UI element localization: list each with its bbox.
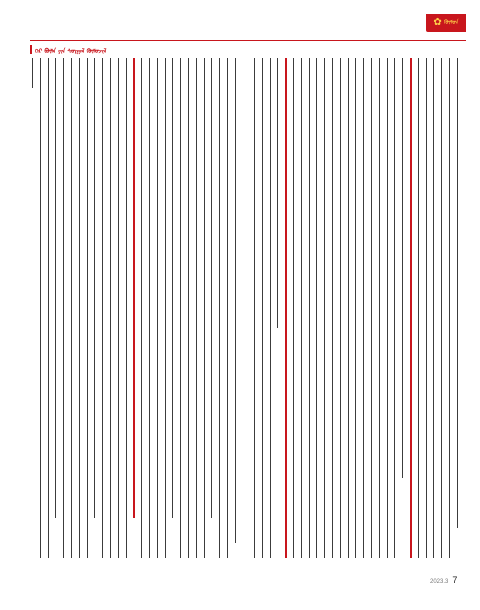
text-line [48, 58, 49, 558]
text-line [433, 58, 434, 558]
text-line [110, 58, 111, 558]
text-line [118, 58, 119, 558]
text-line [32, 58, 33, 88]
text-line [277, 58, 278, 328]
text-line [219, 58, 220, 558]
text-line [149, 58, 150, 558]
text-line [235, 58, 236, 543]
text-line [418, 58, 419, 558]
subheading-line [133, 58, 135, 518]
text-line [79, 58, 80, 558]
header-rule [30, 40, 466, 41]
text-column-left [30, 58, 240, 558]
text-line [165, 58, 166, 558]
subheading-line [410, 58, 412, 558]
text-line [71, 58, 72, 558]
text-line [196, 58, 197, 558]
issue-number: 2023.3 [430, 579, 449, 585]
text-line [87, 58, 88, 558]
text-line [340, 58, 341, 558]
text-line [371, 58, 372, 558]
section-title-text: ᠭᠡᠷ ᠪᠦᠯᠡ ᠶᠢᠨ ᠰᠤᠷᠭᠠᠯ ᠬᠦᠮᠦᠵᠢᠯ [35, 47, 107, 55]
text-line [40, 58, 41, 558]
text-line [188, 58, 189, 558]
text-line [348, 58, 349, 558]
text-line [355, 58, 356, 558]
text-line [180, 58, 181, 558]
text-line [172, 58, 173, 518]
text-line [316, 58, 317, 558]
text-line [211, 58, 212, 518]
text-line [457, 58, 458, 528]
text-line [324, 58, 325, 558]
lantern-icon: ✿ [433, 17, 442, 28]
text-line [449, 58, 450, 558]
text-line [63, 58, 64, 558]
text-line [301, 58, 302, 558]
text-line [262, 58, 263, 558]
text-line [379, 58, 380, 558]
text-line [141, 58, 142, 558]
text-line [309, 58, 310, 558]
text-line [157, 58, 158, 558]
subheading-line [285, 58, 287, 558]
text-line [394, 58, 395, 558]
text-line [426, 58, 427, 558]
text-line [441, 58, 442, 558]
text-line [102, 58, 103, 558]
text-line [387, 58, 388, 558]
text-line [363, 58, 364, 558]
text-line [227, 58, 228, 558]
text-line [332, 58, 333, 558]
text-line [204, 58, 205, 558]
page-folio [430, 575, 457, 585]
section-badge [426, 14, 466, 32]
text-line [94, 58, 95, 518]
text-line [270, 58, 271, 558]
text-line [254, 58, 255, 558]
text-line [126, 58, 127, 558]
page-number: 7 [452, 575, 458, 585]
section-title [30, 44, 106, 54]
section-title-marker [30, 45, 32, 54]
text-line [55, 58, 56, 518]
section-badge-text: ᠬᠦᠮᠦᠨ [443, 19, 459, 26]
text-line [293, 58, 294, 558]
text-line [402, 58, 403, 478]
text-column-right [252, 58, 462, 558]
